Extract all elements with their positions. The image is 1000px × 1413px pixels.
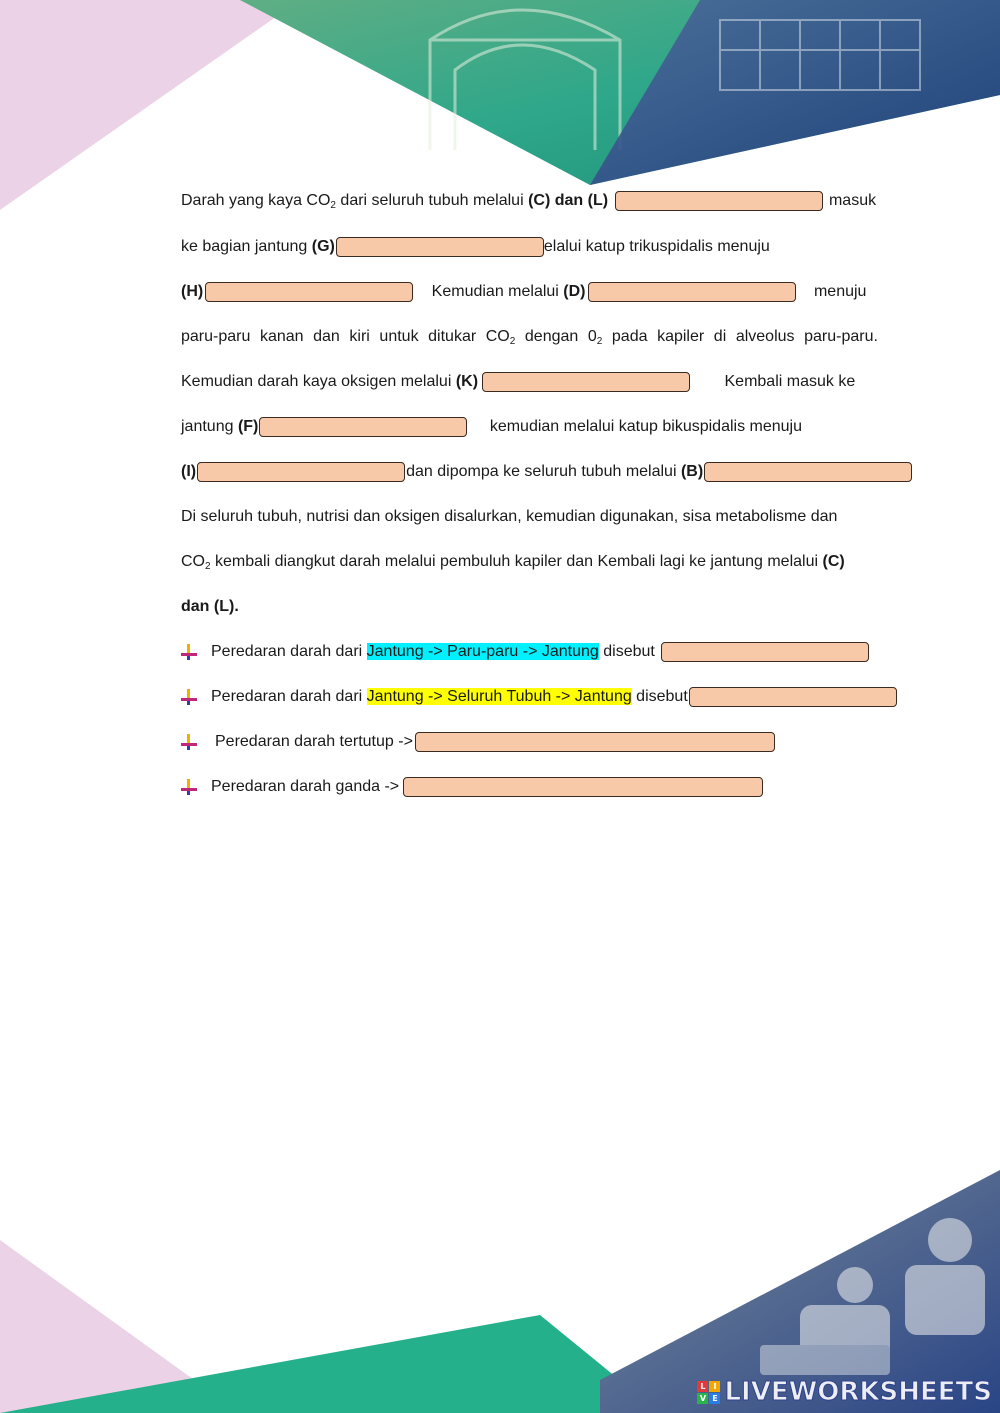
word: paru-paru. [804,328,878,345]
top-pink-shape [0,0,300,210]
label-i: (I) [181,463,197,480]
bullet-item-3 [215,731,777,753]
paragraph-line-1 [181,190,876,212]
text: Peredaran darah tertutup -> [215,733,413,750]
paragraph-line-3 [181,281,866,303]
paragraph-line-5 [181,371,855,393]
word: di [713,328,727,345]
answer-field-5[interactable] [482,372,690,392]
text: disebut [631,688,688,705]
subscript: 2 [205,561,211,572]
word: paru-paru [181,328,251,345]
text: dari seluruh tubuh melalui [335,192,529,209]
word: alveolus [735,328,795,345]
paragraph-line-10 [181,596,239,618]
word: kanan [259,328,304,345]
word: dan [313,328,340,345]
logo-letter: E [709,1393,720,1404]
bullet-arrow-icon [181,734,197,750]
text: Kemudian darah kaya oksigen melalui [181,373,456,390]
word: pada [611,328,648,345]
paragraph-line-7 [181,461,914,483]
liveworksheets-logo[interactable] [697,1377,992,1407]
word: kapiler [657,328,705,345]
label-g: (G) [311,238,335,255]
highlight-text: Jantung -> Paru-paru -> Jantung [366,643,599,660]
paragraph-line-6 [181,416,802,438]
text: Peredaran darah dari [211,643,367,660]
text: kembali diangkut darah melalui pembuluh kapiler dan Kembali lagi ke jantung melalui [210,553,823,570]
text: ke bagian jantung [181,238,312,255]
word: dengan [524,328,579,345]
logo-letter: L [697,1381,708,1392]
label-b: (B) [680,463,704,480]
label-h: (H) [181,283,204,300]
subscript: 2 [509,336,516,347]
paragraph-line-2 [181,236,770,258]
text: disebut [598,643,655,660]
text: Di seluruh tubuh, nutrisi dan oksigen disalurkan, kemudian digunakan, sisa metabolisme dan [181,508,838,525]
answer-field-7[interactable] [197,462,405,482]
text: Darah yang kaya CO [181,192,331,209]
word [486,326,516,348]
word: untuk [379,328,419,345]
text: Peredaran darah ganda -> [211,778,400,795]
label-c: (C) [822,553,845,570]
bullet-arrow-icon [181,779,197,795]
label-k: (K) [455,373,479,390]
answer-field-2[interactable] [336,237,544,257]
answer-field-9[interactable] [661,642,869,662]
logo-letter: V [697,1393,708,1404]
paragraph-line-9 [181,551,845,573]
highlight-text: Jantung -> Seluruh Tubuh -> Jantung [366,688,632,705]
text: Peredaran darah dari [211,688,367,705]
text: menuju [813,283,867,300]
logo-text: LIVEWORKSHEETS [724,1377,992,1407]
label-l: dan (L). [181,598,239,615]
answer-field-1[interactable] [615,191,823,211]
answer-field-6[interactable] [259,417,467,437]
label-c-l: (C) dan (L) [528,192,609,209]
text: 0 [587,328,597,345]
word: kiri [349,328,370,345]
answer-field-3[interactable] [205,282,413,302]
text: Kemudian melalui [431,283,564,300]
label-f: (F) [237,418,259,435]
text: CO [485,328,510,345]
bullet-item-1 [211,641,871,663]
label-d: (D) [563,283,586,300]
paragraph-line-8 [181,506,837,528]
text: kemudian melalui katup bikuspidalis menuju [489,418,802,435]
answer-field-12[interactable] [403,777,763,797]
text: CO [181,553,205,570]
subscript: 2 [330,200,336,211]
text: Kembali masuk ke [724,373,856,390]
answer-field-11[interactable] [415,732,775,752]
bullet-arrow-icon [181,644,197,660]
text: elalui katup trikuspidalis menuju [543,238,770,255]
text: dan dipompa ke seluruh tubuh melalui [406,463,681,480]
word [588,326,602,348]
bullet-item-2 [211,686,899,708]
logo-grid-icon [697,1381,720,1404]
answer-field-8[interactable] [704,462,912,482]
answer-field-4[interactable] [588,282,796,302]
text: jantung [181,418,238,435]
paragraph-line-4 [181,326,878,348]
word: ditukar [428,328,477,345]
logo-letter: I [709,1381,720,1392]
text: masuk [824,192,877,209]
subscript: 2 [596,336,603,347]
bullet-arrow-icon [181,689,197,705]
answer-field-10[interactable] [689,687,897,707]
bullet-item-4 [211,776,765,798]
